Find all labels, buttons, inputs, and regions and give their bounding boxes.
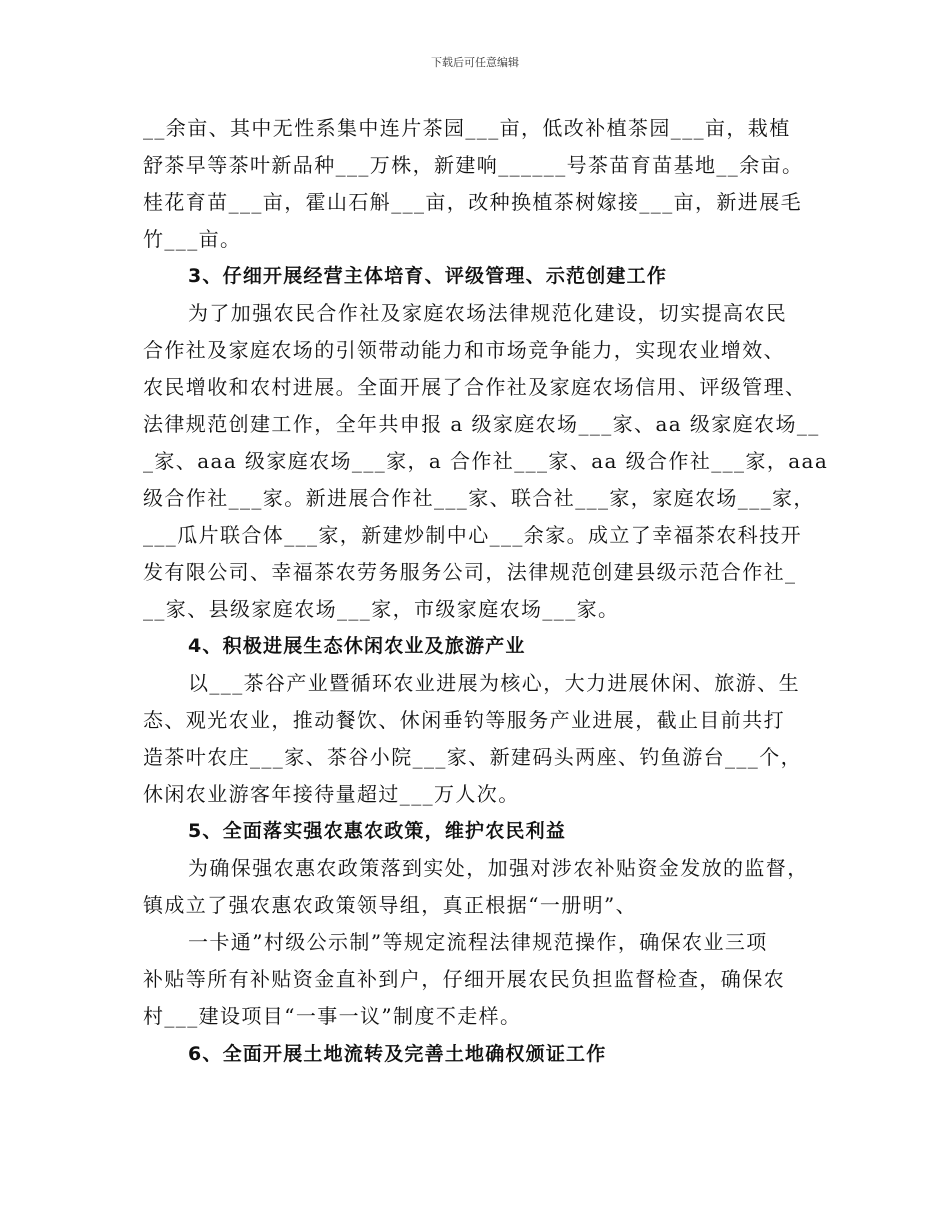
body-line: ___瓜片联合体___家，新建炒制中心___余家。成立了幸福茶农科技开 (143, 523, 802, 547)
section-heading-3: 3、仔细开展经营主体培育、评级管理、示范创建工作 (188, 265, 668, 287)
body-line: 农民增收和农村进展。全面开展了合作社及家庭农场信用、评级管理、 (143, 375, 807, 399)
page-header: 下载后可任意编辑 (431, 56, 519, 69)
body-line: 为确保强农惠农政策落到实处，加强对涉农补贴资金发放的监督， (188, 856, 809, 880)
body-line: 桂花育苗___亩，霍山石斛___亩，改种换植茶树嫁接___亩，新进展毛 (143, 190, 802, 214)
body-line: 发有限公司、幸福茶农劳务服务公司，法律规范创建县级示范合作社_ (143, 560, 797, 584)
body-line: 为了加强农民合作社及家庭农场法律规范化建设，切实提高农民 (188, 301, 788, 325)
body-line: 镇成立了强农惠农政策领导组，真正根据“一册明”、 (143, 893, 638, 917)
body-line: 态、观光农业，推动餐饮、休闲垂钓等服务产业进展，截止目前共打 (143, 708, 785, 732)
body-line: 补贴等所有补贴资金直补到户，仔细开展农民负担监督检查，确保农 (143, 967, 785, 991)
section-heading-4: 4、积极进展生态休闲农业及旅游产业 (188, 635, 526, 657)
body-line: _家、aaa 级家庭农场___家，a 合作社___家、aa 级合作社___家，aaa (143, 449, 829, 473)
body-line: 级合作社___家。新进展合作社___家、联合社___家，家庭农场___家， (143, 486, 815, 510)
body-line: __余亩、其中无性系集中连片茶园___亩，低改补植茶园___亩，栽植 (143, 116, 791, 140)
body-line: 舒茶早等茶叶新品种___万株，新建响______号茶苗育苗基地__余亩。 (143, 153, 804, 177)
body-line: __家、县级家庭农场___家，市级家庭农场___家。 (143, 597, 620, 621)
body-line: 合作社及家庭农场的引领带动能力和市场竞争能力，实现农业增效、 (143, 338, 785, 362)
body-line: 村___建设项目“一事一议”制度不走样。 (143, 1004, 522, 1028)
body-line: 法律规范创建工作，全年共申报 a 级家庭农场___家、aa 级家庭农场__ (143, 412, 820, 436)
section-heading-5: 5、全面落实强农惠农政策，维护农民利益 (188, 820, 567, 842)
body-line: 以___茶谷产业暨循环农业进展为核心，大力进展休闲、旅游、生 (188, 671, 800, 695)
body-line: 造茶叶农庄___家、茶谷小院___家、新建码头两座、钓鱼游台___个， (143, 745, 802, 769)
section-heading-6: 6、全面开展土地流转及完善土地确权颁证工作 (188, 1043, 607, 1065)
body-line: 休闲农业游客年接待量超过___万人次。 (143, 782, 520, 806)
body-line: 一卡通”村级公示制”等规定流程法律规范操作，确保农业三项 (188, 930, 768, 954)
body-line: 竹___亩。 (143, 227, 242, 251)
